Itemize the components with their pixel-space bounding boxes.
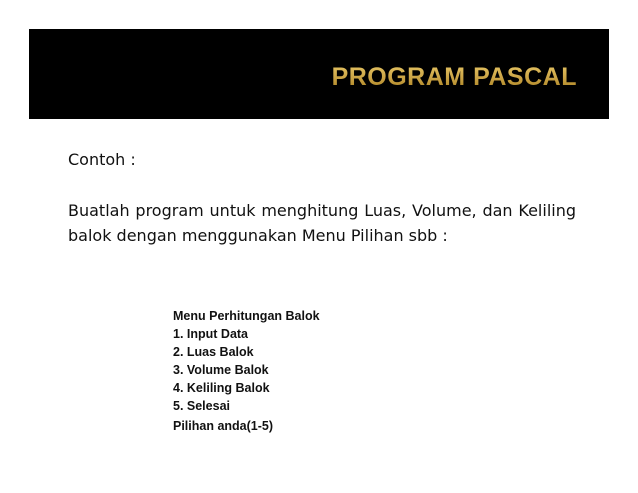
menu-heading: Menu Perhitungan Balok xyxy=(173,309,320,323)
title-bar xyxy=(29,29,609,119)
slide-title: PROGRAM PASCAL xyxy=(331,63,577,91)
menu-item-volume-balok: 3. Volume Balok xyxy=(173,363,269,377)
example-label: Contoh : xyxy=(68,150,136,169)
menu-prompt: Pilihan anda(1-5) xyxy=(173,419,274,433)
menu-item-input-data: 1. Input Data xyxy=(173,327,249,341)
menu-listing xyxy=(173,307,320,435)
slide-body xyxy=(68,148,576,248)
menu-item-selesai: 5. Selesai xyxy=(173,399,230,413)
menu-item-keliling-balok: 4. Keliling Balok xyxy=(173,381,270,395)
instruction-paragraph: Buatlah program untuk menghitung Luas, Volume, dan Keliling balok dengan menggunakan Menu Pilihan sbb : xyxy=(68,201,576,245)
menu-item-luas-balok: 2. Luas Balok xyxy=(173,345,254,359)
